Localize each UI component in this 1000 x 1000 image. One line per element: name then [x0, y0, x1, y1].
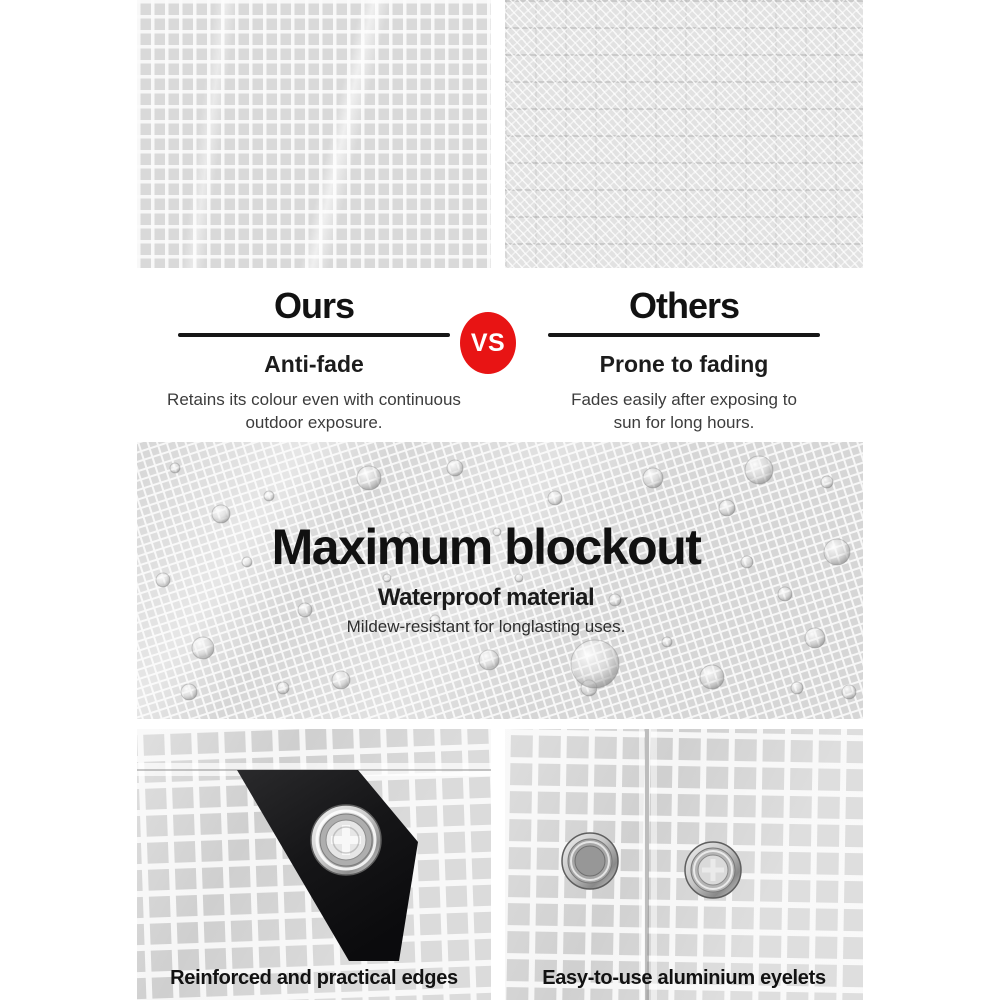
eyelet-left	[562, 833, 618, 889]
comparison-column-ours	[137, 284, 491, 435]
others-underline	[548, 333, 820, 337]
eyelet-large	[311, 805, 381, 875]
others-title: Others	[628, 285, 740, 326]
blockout-text-block	[137, 442, 863, 719]
ours-feature: Anti-fade	[264, 351, 364, 377]
eyelet-right	[685, 842, 741, 898]
reinforced-corner-graphic	[137, 729, 491, 1000]
photo-aluminium-eyelets	[505, 729, 863, 1000]
eyelets-graphic	[505, 729, 863, 1000]
ours-underline	[178, 333, 450, 337]
others-feature: Prone to fading	[599, 351, 769, 377]
ours-description: Retains its colour even with continuous outdoor exposure.	[167, 390, 461, 433]
photo-others-material	[505, 0, 863, 268]
comparison-column-others	[505, 284, 863, 435]
photo-waterproof-material	[137, 442, 863, 719]
others-description: Fades easily after exposing to sun for long hours.	[571, 390, 797, 433]
blockout-note: Mildew-resistant for longlasting uses.	[346, 617, 626, 636]
tarp-seam-vertical	[639, 729, 657, 1000]
blockout-title: Maximum blockout	[271, 519, 701, 575]
photo-reinforced-corner	[137, 729, 491, 1000]
photo-ours-material	[137, 0, 491, 268]
caption-reinforced-edges: Reinforced and practical edges	[170, 967, 458, 989]
blockout-subtitle: Waterproof material	[377, 584, 595, 611]
caption-aluminium-eyelets: Easy-to-use aluminium eyelets	[542, 967, 826, 989]
vs-label: VS	[470, 328, 506, 357]
ours-title: Ours	[273, 285, 355, 326]
